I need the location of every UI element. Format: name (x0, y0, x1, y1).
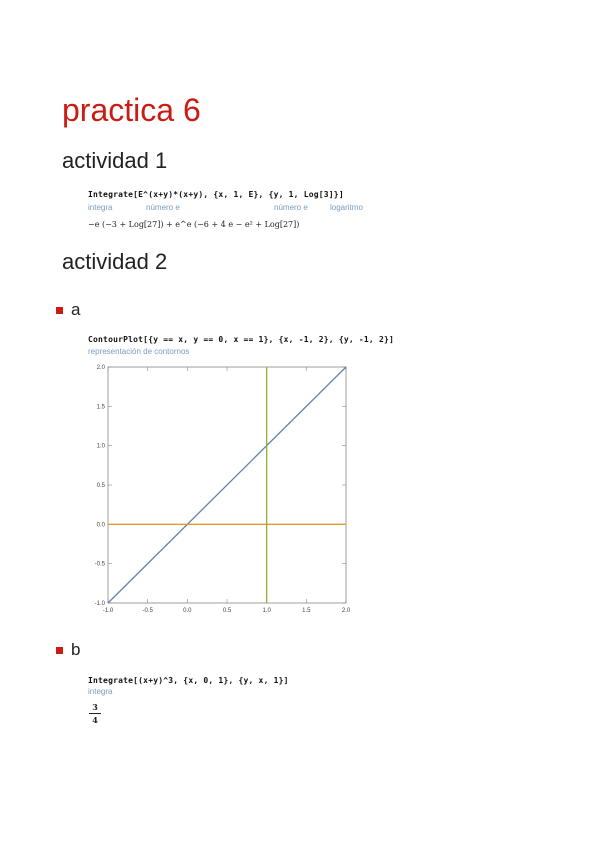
activity1-heading: actividad 1 (62, 148, 168, 173)
y-tick-label: 1.5 (96, 404, 105, 411)
bullet-icon (56, 307, 63, 314)
part-b-label: b (71, 640, 81, 659)
fraction-numerator: 3 (92, 702, 98, 712)
x-tick-label: -0.5 (142, 608, 153, 614)
x-tick-label: 1.0 (262, 608, 271, 614)
activity2-heading: actividad 2 (62, 249, 168, 274)
y-tick-label: -1.0 (94, 601, 105, 607)
x-tick-label: 2.0 (341, 608, 351, 614)
page-title: practica 6 (62, 92, 201, 128)
y-tick-label: 1.0 (96, 443, 105, 450)
x-tick-label: 1.5 (302, 608, 311, 614)
y-tick-label: -0.5 (94, 561, 105, 568)
x-tick-label: 0.0 (183, 608, 192, 614)
contour-plot (86, 360, 356, 622)
hint-integrate-b[interactable]: integra (88, 687, 113, 696)
hint-contour[interactable]: representación de contornos (88, 347, 190, 356)
part-a-item (56, 300, 80, 320)
activity1-input[interactable]: Integrate[E^(x+y)*(x+y), {x, 1, E}, {y, 1, Log[3]}] (88, 190, 344, 199)
x-tick-label: -1.0 (102, 608, 114, 614)
y-tick-label: 0.0 (96, 522, 105, 529)
fraction-denominator: 4 (92, 715, 98, 725)
y-tick-label: 2.0 (96, 365, 105, 371)
part-a-label: a (71, 300, 81, 319)
fraction-bar (89, 713, 101, 714)
part-b-input[interactable]: Integrate[(x+y)^3, {x, 0, 1}, {y, x, 1}] (88, 676, 289, 685)
hint-number-e-2[interactable]: número e (274, 203, 308, 212)
hint-integrate[interactable]: integra (88, 203, 113, 212)
part-b-item (56, 640, 80, 660)
bullet-icon (56, 647, 63, 654)
y-tick-label: 0.5 (96, 483, 105, 489)
part-a-input[interactable]: ContourPlot[{y == x, y == 0, x == 1}, {x, -1, 2}, {y, -1, 2}] (88, 335, 395, 344)
hint-log[interactable]: logaritmo (330, 203, 363, 212)
hint-number-e-1[interactable]: número e (146, 203, 180, 212)
activity1-output: −e (−3 + Log[27]) + e^e (−6 + 4 e − e² + Log[27]) (88, 220, 300, 229)
contour-line-1 (108, 367, 346, 603)
part-b-output (89, 702, 101, 725)
x-tick-label: 0.5 (222, 608, 232, 614)
